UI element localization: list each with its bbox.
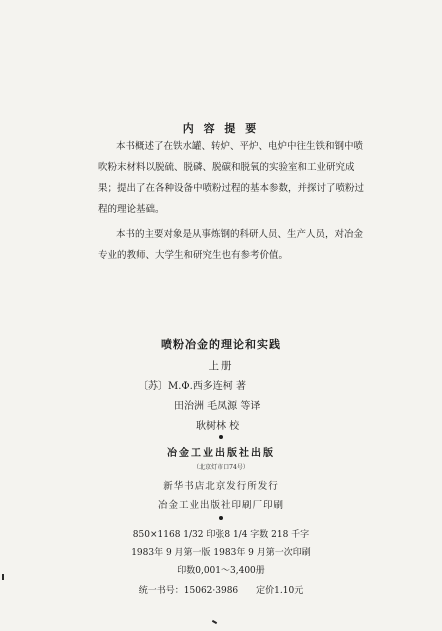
summary-line: 本书概述了在铁水罐、转炉、平炉、电炉中往生铁和钢中喷 [116,141,364,152]
summary-line: 果；提出了在各种设备中喷粉过程的基本参数，并探讨了喷粉过 [98,183,365,194]
summary-heading: 内 容 提 要 [182,122,260,135]
separator-dot [219,435,223,439]
format-line: 850×1168 1/32 印张8 1/4 字数 218 千字 [132,530,310,540]
book-title: 喷粉冶金的理论和实践 [161,338,281,351]
author-line: 〔苏〕M.Φ.西多连柯 著 [138,381,246,392]
summary-paragraph-1 [98,136,365,220]
summary-line: 吹粉末材料以脱硫、脱磷、脱碳和脱氧的实验室和工业研究成 [98,162,355,173]
isbn-price-line [0,583,442,596]
isbn-number: 统一书号：15062·3986 [138,586,239,596]
summary-line: 程的理论基础。 [98,204,165,215]
print-run-line: 印数0,001～3,400册 [177,566,265,576]
translator-line: 田治洲 毛凤源 等译 [174,401,261,412]
proofreader-line: 耿树林 校 [196,421,240,432]
summary-paragraph-2 [98,224,364,266]
publisher-line: 冶金工业出版社出版 [167,448,275,459]
printer-line: 冶金工业出版社印刷厂印刷 [157,500,284,511]
summary-line: 本书的主要对象是从事炼钢的科研人员、生产人员，对冶金 [116,229,364,240]
distributor-line: 新华书店北京发行所发行 [163,481,279,492]
edition-line: 1983年 9 月第一版 1983年 9 月第一次印刷 [131,548,311,558]
price: 定价1.10元 [256,586,304,596]
separator-dot [219,516,223,520]
publisher-address: （北京灯市口74号） [193,464,249,471]
summary-line: 专业的教师、大学生和研究生也有参考价值。 [98,250,289,261]
volume-label: 上册 [208,360,234,372]
scan-speck [2,574,4,580]
scan-speck [212,620,217,624]
